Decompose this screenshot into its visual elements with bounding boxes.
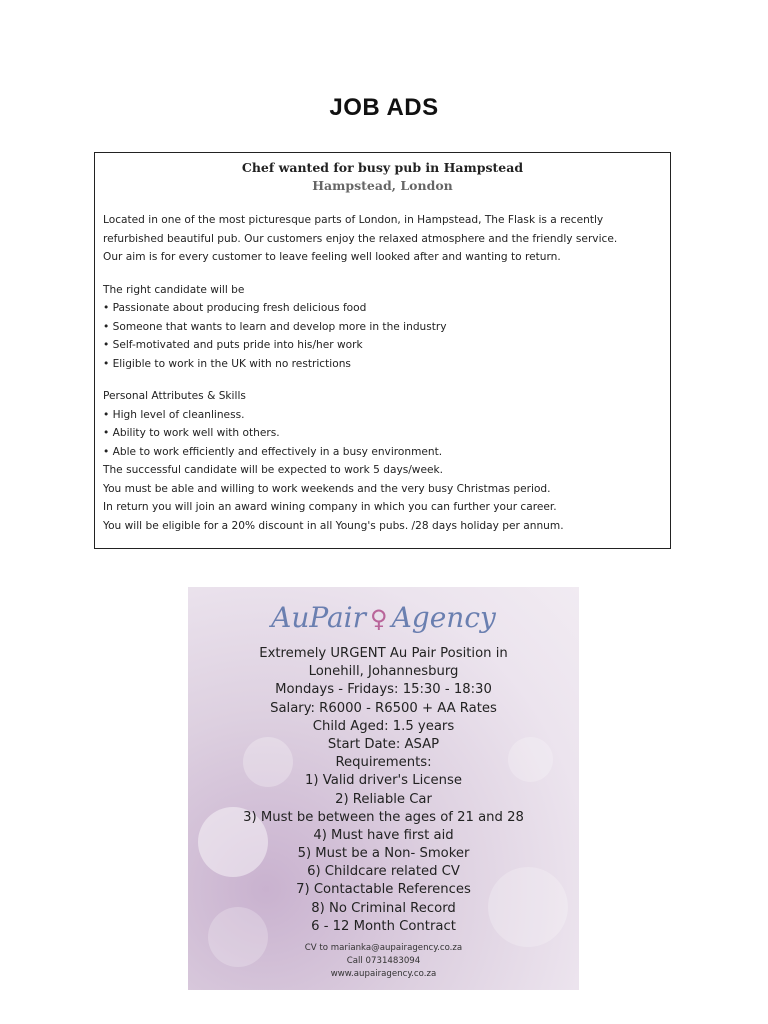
contact-info — [188, 942, 579, 981]
ad-body — [103, 211, 663, 535]
skills-heading: Personal Attributes & Skills — [103, 390, 246, 402]
aupair-agency-ad — [188, 587, 579, 990]
ad-line: Child Aged: 1.5 years — [312, 718, 455, 734]
chef-job-ad — [94, 152, 671, 549]
terms-line: You will be eligible for a 20% discount in all Young's pubs. /28 days holiday per annum. — [103, 519, 564, 532]
skills-bullet: • Ability to work well with others. — [103, 427, 280, 439]
ad-line: Start Date: ASAP — [327, 736, 440, 752]
terms-line: The successful candidate will be expected to work 5 days/week. — [103, 464, 444, 476]
ad-line: Mondays - Fridays: 15:30 - 18:30 — [275, 682, 492, 698]
ad-line: 6 - 12 Month Contract — [311, 918, 456, 934]
contact-website: www.aupairagency.co.za — [330, 969, 437, 979]
intro-line: Our aim is for every customer to leave feeling well looked after and wanting to return. — [103, 251, 561, 263]
ad-line: 2) Reliable Car — [335, 791, 432, 807]
ad-line: Lonehill, Johannesburg — [308, 664, 459, 680]
woman-figure-icon: ♀ — [370, 605, 388, 633]
contact-email: CV to marianka@aupairagency.co.za — [304, 943, 463, 953]
page-title: JOB ADS — [329, 94, 439, 121]
ad-line: Salary: R6000 - R6500 + AA Rates — [270, 700, 497, 716]
ad-line: 8) No Criminal Record — [311, 900, 456, 916]
candidate-bullet: • Someone that wants to learn and develop more in the industry — [103, 320, 447, 333]
contact-phone: Call 0731483094 — [346, 956, 421, 966]
skills-bullet: • High level of cleanliness. — [103, 408, 245, 421]
intro-line: Located in one of the most picturesque parts of London, in Hampstead, The Flask is a recently — [103, 214, 604, 226]
ad-title: Chef wanted for busy pub in Hampstead — [241, 160, 524, 175]
candidate-bullet: • Eligible to work in the UK with no restrictions — [103, 357, 351, 370]
aupair-ad-lines — [188, 645, 579, 936]
candidate-bullet: • Passionate about producing fresh delicious food — [103, 302, 367, 314]
ad-line: 6) Childcare related CV — [307, 864, 460, 880]
logo-text-right: Agency — [391, 601, 496, 634]
candidate-bullet: • Self-motivated and puts pride into his/her work — [103, 339, 363, 351]
ad-line: Extremely URGENT Au Pair Position in — [259, 646, 508, 661]
ad-line: Requirements: — [335, 755, 432, 771]
ad-line: 4) Must have first aid — [313, 827, 454, 843]
intro-line: refurbished beautiful pub. Our customers enjoy the relaxed atmosphere and the friendly service. — [103, 232, 618, 245]
agency-logo — [188, 601, 579, 634]
candidate-heading: The right candidate will be — [103, 283, 245, 296]
ad-line: 1) Valid driver's License — [305, 773, 462, 789]
ad-line: 7) Contactable References — [296, 882, 471, 898]
terms-line: In return you will join an award wining company in which you can further your career. — [103, 501, 557, 513]
logo-text-left: AuPair — [271, 601, 367, 634]
skills-bullet: • Able to work efficiently and effectively in a busy environment. — [103, 445, 443, 458]
ad-location: Hampstead, London — [312, 178, 453, 193]
terms-line: You must be able and willing to work weekends and the very busy Christmas period. — [103, 482, 551, 495]
ad-line: 5) Must be a Non- Smoker — [297, 846, 470, 862]
ad-line: 3) Must be between the ages of 21 and 28 — [243, 809, 524, 825]
